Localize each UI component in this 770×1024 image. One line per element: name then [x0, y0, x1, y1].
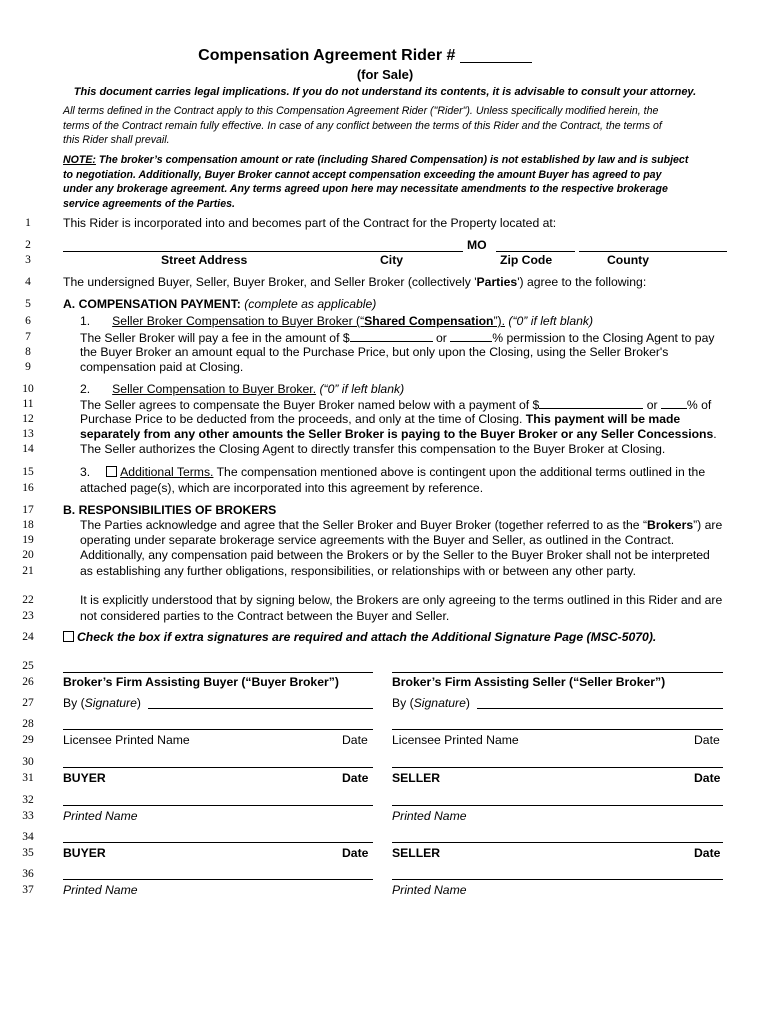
title-text: Compensation Agreement Rider # [198, 47, 456, 64]
line-number: 3 [25, 254, 31, 266]
by-text: ) [465, 696, 470, 710]
seller-broker-percent-field[interactable] [450, 330, 492, 342]
extra-signatures-checkbox[interactable] [63, 631, 74, 642]
item-2-text: The Seller agrees to compensate the Buyer Broker named below with a payment of $ [80, 398, 540, 412]
line-number: 21 [22, 565, 34, 577]
county-label: County [607, 253, 649, 267]
seller-2-printed-name-label: Printed Name [392, 883, 467, 897]
seller-broker-date-label: Date [694, 733, 720, 747]
section-a-heading [63, 297, 376, 311]
buyer-broker-firm-field[interactable] [63, 672, 373, 673]
seller-broker-amount-field[interactable] [350, 330, 433, 342]
buyer-1-signature-field[interactable] [63, 767, 373, 768]
item-1-line-9: compensation paid at Closing. [80, 360, 244, 374]
item-2-line-12 [80, 412, 680, 426]
line-number: 29 [22, 734, 34, 746]
parties-text: The undersigned Buyer, Seller, Buyer Broker, and Seller Broker (collectively ' [63, 275, 477, 289]
item-2-line-13 [80, 427, 717, 441]
item-1-title-part: Seller Broker Compensation to Buyer Broker (“ [112, 314, 365, 328]
extra-signatures-text: Check the box if extra signatures are required and attach the Additional Signature Page (MSC-5070). [77, 630, 657, 644]
line-number: 34 [22, 831, 34, 843]
line-number: 35 [22, 847, 34, 859]
item-3-text: The compensation mentioned above is contingent upon the additional terms outlined in the [213, 465, 706, 479]
seller-2-printed-name-field[interactable] [392, 879, 723, 880]
item-2-text: % of [686, 398, 712, 412]
signature-text: Signature [413, 696, 466, 710]
parties-statement [63, 275, 646, 289]
item-1-title-part: ”). [493, 314, 506, 328]
item-1-title [80, 314, 593, 328]
line-number: 2 [25, 239, 31, 251]
seller-1-label: SELLER [392, 771, 441, 785]
buyer-1-date-label: Date [342, 771, 369, 785]
seller-broker-label: Broker’s Firm Assisting Seller (“Seller Broker”) [392, 675, 666, 689]
line-number: 1 [25, 217, 31, 229]
line-number: 25 [22, 660, 34, 672]
seller-broker-licensee-field[interactable] [392, 729, 723, 730]
item-2-hint: (“0” if left blank) [316, 382, 405, 396]
rider-number-field[interactable] [460, 48, 532, 63]
buyer-broker-by-label [63, 696, 141, 710]
buyer-2-printed-name-label: Printed Name [63, 883, 138, 897]
item-1-text: or [432, 331, 451, 345]
line-number: 14 [22, 443, 34, 455]
item-3-line-16: attached page(s), which are incorporated into this agreement by reference. [80, 481, 484, 495]
legal-notice: This document carries legal implications. If you do not understand its contents, it is advisable to consult your attorney. [73, 86, 697, 98]
state-label: MO [467, 238, 487, 252]
line-number: 19 [22, 534, 34, 546]
document-title [0, 47, 770, 65]
item-1-number: 1. [80, 314, 91, 328]
line-number: 16 [22, 482, 34, 494]
item-2-bold-text: separately from any other amounts the Seller Broker is paying to the Buyer Broker or any Seller Concessions [80, 427, 714, 441]
note-line: under any brokerage agreement. Any terms agreed upon here may necessitate amendments to the respective brokerage [63, 183, 668, 195]
line-number: 26 [22, 676, 34, 688]
parties-text: ') agree to the following: [517, 275, 647, 289]
item-2-number: 2. [80, 382, 91, 396]
buyer-broker-date-label: Date [342, 733, 368, 747]
intro-paragraph [63, 104, 662, 148]
zip-code-field[interactable] [496, 251, 575, 252]
buyer-2-date-label: Date [342, 846, 369, 860]
item-2-text: . [713, 427, 717, 441]
by-text: By ( [392, 696, 414, 710]
line-number: 10 [22, 383, 34, 395]
buyer-broker-signature-field[interactable] [148, 708, 373, 709]
zip-code-label: Zip Code [500, 253, 553, 267]
line-number: 30 [22, 756, 34, 768]
note-line: service agreements of the Parties. [63, 197, 235, 210]
seller-broker-by-label [392, 696, 470, 710]
section-a-note: (complete as applicable) [240, 297, 377, 311]
line-number: 37 [22, 884, 34, 896]
line-number: 6 [25, 315, 31, 327]
line-number: 18 [22, 519, 34, 531]
property-intro: This Rider is incorporated into and becomes part of the Contract for the Property located at: [63, 216, 557, 230]
item-2-title-text: Seller Compensation to Buyer Broker. [112, 382, 317, 396]
buyer-1-printed-name-field[interactable] [63, 805, 373, 806]
street-address-field[interactable] [63, 251, 463, 252]
seller-1-printed-name-field[interactable] [392, 805, 723, 806]
note-label: NOTE: [63, 154, 96, 166]
seller-broker-firm-field[interactable] [392, 672, 723, 673]
item-3-title-text: Additional Terms. [120, 465, 214, 479]
buyer-broker-label: Broker’s Firm Assisting Buyer (“Buyer Broker”) [63, 675, 339, 689]
line-number: 28 [22, 718, 34, 730]
section-b-line-19: operating under separate brokerage service agreements with the Buyer and Seller, as outlined in the Contract. [80, 533, 675, 547]
item-2-text: Purchase Price to be deducted from the proceeds, and only at the time of Closing. [80, 412, 526, 426]
seller-broker-signature-field[interactable] [477, 708, 723, 709]
seller-1-printed-name-label: Printed Name [392, 809, 467, 823]
section-a-title: A. COMPENSATION PAYMENT: [63, 297, 241, 311]
parties-term: Parties [476, 275, 518, 289]
line-number: 20 [22, 549, 34, 561]
item-1-line-8: the Buyer Broker an amount equal to the Purchase Price, but only upon the Closing, using the Seller Broker's [80, 345, 669, 359]
note-line: to negotiation. Additionally, Buyer Broker cannot accept compensation exceeding the amount Buyer has agreed to pay [63, 168, 662, 181]
item-1-hint: (“0” if left blank) [505, 314, 594, 328]
line-number: 4 [25, 276, 31, 288]
line-number: 13 [22, 428, 34, 440]
item-2-line-11 [80, 397, 711, 412]
note-line: The broker’s compensation amount or rate (including Shared Compensation) is not established by law and is subject [95, 154, 689, 166]
line-number: 11 [22, 398, 34, 410]
shared-compensation-term: Shared Compensation [364, 314, 494, 328]
line-number: 9 [25, 361, 31, 373]
line-number: 17 [22, 504, 34, 516]
line-number: 36 [22, 868, 34, 880]
extra-signatures-notice [63, 630, 656, 644]
item-2-line-14: The Seller authorizes the Closing Agent to directly transfer this compensation to the Buyer Broker at Closing. [80, 442, 666, 456]
buyer-1-label: BUYER [63, 771, 106, 785]
item-3-title [80, 465, 705, 479]
item-1-text: The Seller Broker will pay a fee in the amount of $ [80, 331, 350, 345]
city-label: City [380, 253, 404, 267]
section-b-line-22: It is explicitly understood that by signing below, the Brokers are only agreeing to the terms outlined in this Rider and are [80, 593, 723, 607]
seller-2-date-label: Date [694, 846, 721, 860]
seller-percent-field[interactable] [661, 397, 687, 409]
seller-1-date-label: Date [694, 771, 721, 785]
buyer-broker-licensee-field[interactable] [63, 729, 373, 730]
seller-2-label: SELLER [392, 846, 441, 860]
line-number: 31 [22, 772, 34, 784]
item-2-bold-text: This payment will be made [525, 412, 681, 426]
item-1-text: % permission to the Closing Agent to pay [492, 331, 715, 345]
seller-1-signature-field[interactable] [392, 767, 723, 768]
item-2-text: or [643, 398, 661, 412]
section-b-line-21: as establishing any further obligations, responsibilities, or relationships with or between any other party. [80, 564, 636, 578]
line-number: 33 [22, 810, 34, 822]
line-number: 7 [25, 331, 31, 343]
signature-text: Signature [84, 696, 137, 710]
brokers-term: Brokers [647, 518, 694, 532]
seller-2-signature-field[interactable] [392, 842, 723, 843]
intro-line: All terms defined in the Contract apply to this Compensation Agreement Rider ("Rider"). Unless specifically modified herein, the [63, 105, 659, 117]
item-2-title [80, 382, 404, 396]
note-paragraph [63, 153, 735, 211]
line-number: 27 [22, 697, 34, 709]
by-text: ) [136, 696, 141, 710]
line-number: 12 [22, 413, 34, 425]
buyer-2-label: BUYER [63, 846, 106, 860]
item-3-number: 3. [80, 465, 91, 479]
section-b-text: The Parties acknowledge and agree that the Seller Broker and Buyer Broker (together referred to as the “ [80, 518, 648, 532]
line-number: 32 [22, 794, 34, 806]
line-number: 23 [22, 610, 34, 622]
section-b-line-20: Additionally, any compensation paid between the Brokers or by the Seller to the Buyer Broker shall not be interpreted [80, 548, 710, 562]
item-1-line-7 [80, 330, 714, 345]
by-text: By ( [63, 696, 85, 710]
document-subtitle: (for Sale) [356, 67, 414, 82]
county-field[interactable] [579, 251, 727, 252]
street-address-label: Street Address [161, 253, 248, 267]
item-1-title-text [112, 314, 505, 328]
line-number: 24 [22, 631, 34, 643]
line-number: 8 [25, 346, 31, 358]
buyer-2-signature-field[interactable] [63, 842, 373, 843]
seller-amount-field[interactable] [539, 397, 643, 409]
section-b-line-23: not considered parties to the Contract between the Buyer and Seller. [80, 609, 450, 623]
section-b-line-18 [80, 518, 722, 532]
buyer-2-printed-name-field[interactable] [63, 879, 373, 880]
seller-broker-licensee-label: Licensee Printed Name [392, 733, 519, 747]
buyer-1-printed-name-label: Printed Name [63, 809, 138, 823]
section-b-heading: B. RESPONSIBILITIES OF BROKERS [63, 503, 277, 517]
intro-line: this Rider shall prevail. [63, 134, 170, 146]
line-number: 5 [25, 298, 31, 310]
additional-terms-checkbox[interactable] [106, 466, 117, 477]
intro-line: terms of the Contract remain fully effective. In case of any conflict between the terms of this Rider and the Contract, the terms of [63, 119, 662, 132]
line-number: 22 [22, 594, 34, 606]
line-number: 15 [22, 466, 34, 478]
section-b-text: ”) are [693, 518, 723, 532]
buyer-broker-licensee-label: Licensee Printed Name [63, 733, 190, 747]
